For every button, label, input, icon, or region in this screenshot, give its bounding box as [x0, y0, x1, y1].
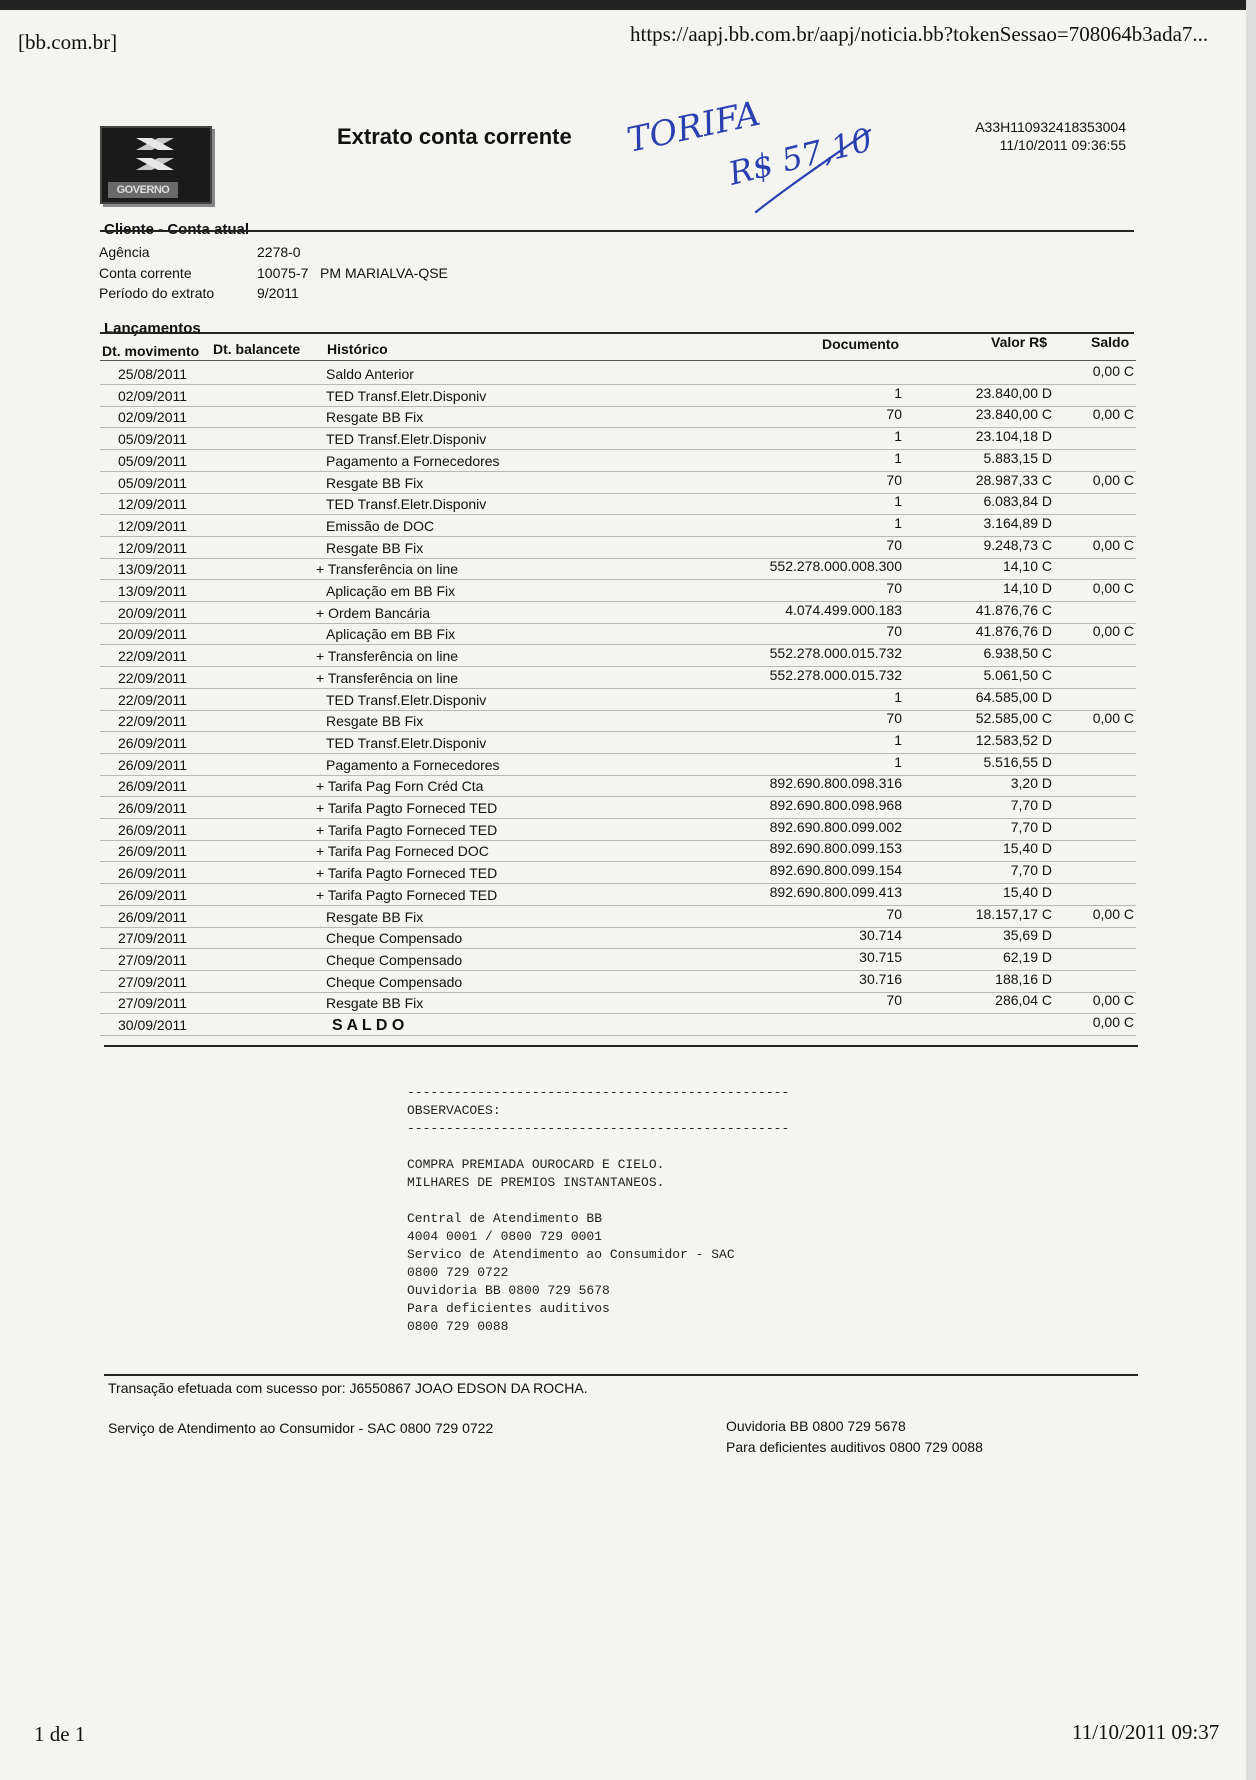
row-saldo: 0,00 C: [1092, 471, 1134, 488]
table-row: [100, 884, 1136, 906]
row-saldo: 0,00 C: [1092, 580, 1134, 596]
row-historico: Pagamento a Fornecedores: [326, 756, 500, 773]
row-saldo: 0,00 C: [1092, 406, 1134, 423]
row-date: 26/09/2011: [118, 756, 188, 773]
col-header-documento: Documento: [822, 336, 899, 352]
document-code-block: [960, 118, 1126, 154]
row-historico: Resgate BB Fix: [326, 908, 424, 925]
row-date: 27/09/2011: [118, 930, 188, 947]
row-date: 26/09/2011: [118, 800, 188, 816]
row-historico: S A L D O: [332, 1017, 405, 1034]
row-date: 13/09/2011: [118, 561, 188, 578]
row-date: 25/08/2011: [118, 366, 188, 382]
row-valor: 28.987,33 C: [975, 471, 1052, 488]
row-valor: 62,19 D: [1002, 948, 1052, 965]
deficientes-contact: Para deficientes auditivos 0800 729 0088: [726, 1439, 983, 1455]
row-valor: 3,20 D: [1010, 775, 1052, 792]
row-saldo: 0,00 C: [1092, 992, 1134, 1009]
row-date: 13/09/2011: [118, 583, 188, 599]
row-documento: 892.690.800.099.413: [769, 883, 902, 900]
row-documento: 1: [894, 753, 902, 770]
row-historico: Resgate BB Fix: [326, 539, 424, 556]
table-row: [100, 623, 1136, 645]
row-historico: Resgate BB Fix: [326, 713, 424, 730]
document-title: Extrato conta corrente: [337, 124, 572, 149]
row-date: 20/09/2011: [118, 626, 188, 643]
table-row: [100, 558, 1136, 580]
row-date: 02/09/2011: [118, 387, 188, 404]
col-header-dt-movimento: Dt. movimento: [102, 343, 200, 359]
row-documento: 1: [894, 731, 902, 748]
row-date: 20/09/2011: [118, 604, 188, 621]
row-historico: TED Transf.Eletr.Disponiv: [326, 496, 487, 513]
table-row: [100, 840, 1136, 862]
transaction-confirmation: Transação efetuada com sucesso por: J6550867 JOAO EDSON DA ROCHA.: [108, 1380, 588, 1396]
row-historico: TED Transf.Eletr.Disponiv: [326, 691, 487, 708]
table-row: [100, 602, 1136, 624]
periodo-value: 9/2011: [257, 285, 299, 301]
row-documento: 70: [886, 905, 902, 922]
row-date: 12/09/2011: [118, 496, 188, 513]
table-row: [100, 472, 1136, 494]
row-valor: 9.248,73 C: [983, 536, 1052, 553]
row-documento: 552.278.000.008.300: [769, 558, 902, 575]
row-saldo: 0,00 C: [1092, 623, 1134, 640]
row-valor: 52.585,00 C: [975, 710, 1052, 727]
row-valor: 188,16 D: [995, 970, 1052, 987]
row-documento: 70: [886, 536, 902, 553]
row-date: 05/09/2011: [118, 452, 188, 469]
row-historico: + Tarifa Pag Forneced DOC: [316, 843, 489, 860]
row-valor: 41.876,76 D: [975, 623, 1052, 640]
row-historico: Cheque Compensado: [326, 951, 463, 968]
row-date: 27/09/2011: [118, 995, 188, 1012]
table-row: [100, 927, 1136, 949]
handwritten-line-2: R$ 57,10: [724, 120, 876, 193]
table-row: [100, 862, 1136, 884]
col-header-valor: Valor R$: [991, 334, 1048, 350]
row-historico: Cheque Compensado: [326, 930, 463, 947]
row-historico: Saldo Anterior: [326, 366, 414, 382]
row-valor: 7,70 D: [1010, 818, 1052, 835]
table-row: [100, 949, 1136, 971]
row-documento: 1: [894, 514, 902, 531]
row-date: 26/09/2011: [118, 734, 188, 751]
col-header-saldo: Saldo: [1091, 334, 1130, 350]
row-valor: 7,70 D: [1010, 797, 1052, 813]
row-historico: TED Transf.Eletr.Disponiv: [326, 387, 487, 404]
row-historico: Resgate BB Fix: [326, 995, 424, 1012]
row-historico: + Tarifa Pagto Forneced TED: [316, 865, 498, 882]
col-header-dt-balancete: Dt. balancete: [213, 341, 301, 357]
document-code: A33H110932418353004: [975, 119, 1126, 135]
table-row: [100, 992, 1136, 1014]
logo-label: GOVERNO: [108, 182, 178, 198]
table-row: [100, 515, 1136, 537]
row-documento: 892.690.800.099.002: [769, 818, 902, 835]
table-row: [100, 428, 1136, 450]
row-date: 26/09/2011: [118, 886, 188, 903]
table-row: [100, 1014, 1136, 1036]
row-saldo: 0,00 C: [1092, 536, 1134, 553]
row-date: 26/09/2011: [118, 843, 188, 860]
row-valor: 5.516,55 D: [983, 753, 1052, 770]
row-documento: 1: [894, 428, 902, 445]
agencia-label: Agência: [99, 244, 150, 260]
row-valor: 23.840,00 D: [975, 384, 1052, 401]
ouvidoria-contact: Ouvidoria BB 0800 729 5678: [726, 1418, 906, 1434]
table-row: [100, 363, 1136, 385]
row-date: 26/09/2011: [118, 821, 188, 838]
row-historico: Pagamento a Fornecedores: [326, 452, 500, 469]
table-row: [100, 689, 1136, 711]
row-historico: TED Transf.Eletr.Disponiv: [326, 734, 487, 751]
row-valor: 5.883,15 D: [983, 449, 1052, 466]
row-historico: + Tarifa Pagto Forneced TED: [316, 821, 498, 838]
row-documento: 70: [886, 710, 902, 727]
scan-top-edge: [0, 0, 1256, 10]
row-valor: 35,69 D: [1002, 927, 1052, 944]
row-date: 22/09/2011: [118, 713, 188, 730]
handwritten-note: [620, 90, 890, 220]
table-row: [100, 385, 1136, 407]
row-documento: 1: [894, 449, 902, 466]
row-documento: 70: [886, 471, 902, 488]
table-row: [100, 710, 1136, 732]
browser-url: https://aapj.bb.com.br/aapj/noticia.bb?tokenSessao=708064b3ada7...: [630, 22, 1209, 46]
row-documento: 30.715: [859, 948, 902, 965]
scan-right-edge: [1246, 0, 1256, 1780]
row-historico: Emissão de DOC: [326, 517, 435, 534]
cliente-divider: [100, 230, 1134, 232]
conta-value: 10075-7 PM MARIALVA-QSE: [257, 265, 448, 281]
table-row: [100, 450, 1136, 472]
row-historico: + Transferência on line: [316, 648, 459, 665]
agencia-value: 2278-0: [257, 244, 301, 260]
row-documento: 30.714: [859, 927, 902, 944]
table-row: [100, 797, 1136, 819]
print-datetime: 11/10/2011 09:37: [1072, 1720, 1220, 1744]
table-row: [100, 906, 1136, 928]
row-historico: + Tarifa Pag Forn Créd Cta: [316, 778, 484, 795]
row-documento: 4.074.499.000.183: [785, 601, 902, 618]
row-date: 22/09/2011: [118, 669, 188, 686]
row-historico: Resgate BB Fix: [326, 474, 424, 491]
periodo-label: Período do extrato: [99, 285, 215, 301]
row-saldo: 0,00 C: [1092, 905, 1134, 922]
row-saldo: 0,00 C: [1092, 363, 1134, 379]
row-valor: 15,40 D: [1002, 840, 1052, 857]
row-documento: 70: [886, 623, 902, 640]
row-date: 02/09/2011: [118, 409, 188, 426]
table-row: [100, 971, 1136, 993]
table-row: [100, 732, 1136, 754]
row-valor: 64.585,00 D: [975, 688, 1052, 705]
row-valor: 18.157,17 C: [975, 905, 1052, 922]
table-end-divider: [104, 1045, 1138, 1047]
table-row: [100, 667, 1136, 689]
row-saldo: 0,00 C: [1092, 710, 1134, 727]
document-timestamp: 11/10/2011 09:36:55: [999, 137, 1126, 153]
row-valor: 41.876,76 C: [975, 601, 1052, 618]
table-row: [100, 754, 1136, 776]
row-historico: Aplicação em BB Fix: [326, 583, 456, 599]
conta-label: Conta corrente: [99, 265, 192, 281]
row-documento: 892.690.800.099.154: [769, 862, 902, 879]
row-date: 05/09/2011: [118, 431, 188, 448]
row-documento: 1: [894, 384, 902, 401]
row-documento: 70: [886, 992, 902, 1009]
sac-contact: Serviço de Atendimento ao Consumidor - SAC 0800 729 0722: [108, 1420, 494, 1436]
row-documento: 1: [894, 493, 902, 510]
row-date: 27/09/2011: [118, 973, 188, 990]
table-row: [100, 775, 1136, 797]
row-historico: Aplicação em BB Fix: [326, 626, 456, 643]
row-valor: 12.583,52 D: [975, 731, 1052, 748]
row-documento: 892.690.800.098.316: [769, 775, 902, 792]
row-date: 26/09/2011: [118, 908, 188, 925]
row-valor: 3.164,89 D: [983, 514, 1052, 531]
row-documento: 30.716: [859, 970, 902, 987]
row-valor: 7,70 D: [1010, 862, 1052, 879]
table-row: [100, 645, 1136, 667]
row-historico: + Ordem Bancária: [316, 604, 430, 621]
handwritten-line-1: TORIFA: [623, 93, 764, 161]
row-date: 12/09/2011: [118, 517, 188, 534]
observacoes-block: ------------------------------------------------- OBSERVACOES: ------------------------------------------------- COMPRA PREMIADA OUROCARD E CIELO. MILHARES DE PREMIOS INSTANTANEOS. Central de Atendimento BB 4004 0001 / 0800 729 0001 Servico de Atendimento ao Consumidor - SAC 0800 729 0722 Ouvidoria BB 0800 729 5678 Para deficientes auditivos 0800 729 0088: [407, 1085, 790, 1334]
row-historico: + Tarifa Pagto Forneced TED: [316, 800, 498, 816]
table-row: [100, 537, 1136, 559]
row-date: 22/09/2011: [118, 691, 188, 708]
row-documento: 892.690.800.099.153: [769, 840, 902, 857]
row-date: 26/09/2011: [118, 778, 188, 795]
page-indicator: 1 de 1: [34, 1722, 86, 1746]
section-cliente-title: Cliente - Conta atual: [104, 221, 250, 238]
row-date: 05/09/2011: [118, 474, 188, 491]
row-date: 30/09/2011: [118, 1017, 188, 1033]
row-historico: + Transferência on line: [316, 561, 459, 578]
header-divider: [100, 360, 1136, 361]
row-valor: 6.938,50 C: [983, 645, 1052, 662]
row-date: 27/09/2011: [118, 951, 188, 968]
row-valor: 14,10 C: [1002, 558, 1052, 575]
row-historico: TED Transf.Eletr.Disponiv: [326, 431, 487, 448]
footer-divider: [104, 1374, 1138, 1376]
row-valor: 5.061,50 C: [983, 666, 1052, 683]
row-saldo: 0,00 C: [1092, 1014, 1134, 1030]
row-date: 26/09/2011: [118, 865, 188, 882]
bb-logo-icon: [132, 134, 178, 174]
row-documento: 552.278.000.015.732: [769, 645, 902, 662]
bank-logo: [100, 126, 212, 204]
row-historico: + Tarifa Pagto Forneced TED: [316, 886, 498, 903]
row-historico: + Transferência on line: [316, 669, 459, 686]
row-documento: 552.278.000.015.732: [769, 666, 902, 683]
lancamentos-divider: [100, 332, 1134, 334]
row-documento: 70: [886, 406, 902, 423]
row-documento: 892.690.800.098.968: [769, 797, 902, 813]
row-documento: 70: [886, 580, 902, 596]
table-row: [100, 406, 1136, 428]
row-valor: 23.104,18 D: [975, 428, 1052, 445]
row-valor: 15,40 D: [1002, 883, 1052, 900]
row-documento: 1: [894, 688, 902, 705]
table-row: [100, 493, 1136, 515]
table-row: [100, 580, 1136, 602]
row-valor: 23.840,00 C: [975, 406, 1052, 423]
section-lancamentos-title: Lançamentos: [104, 320, 201, 337]
col-header-historico: Histórico: [327, 341, 388, 357]
browser-site-label: [bb.com.br]: [18, 30, 118, 54]
row-valor: 286,04 C: [995, 992, 1052, 1009]
table-row: [100, 819, 1136, 841]
row-date: 12/09/2011: [118, 539, 188, 556]
row-valor: 14,10 D: [1002, 580, 1052, 596]
row-valor: 6.083,84 D: [983, 493, 1052, 510]
row-date: 22/09/2011: [118, 648, 188, 665]
row-historico: Cheque Compensado: [326, 973, 463, 990]
row-historico: Resgate BB Fix: [326, 409, 424, 426]
